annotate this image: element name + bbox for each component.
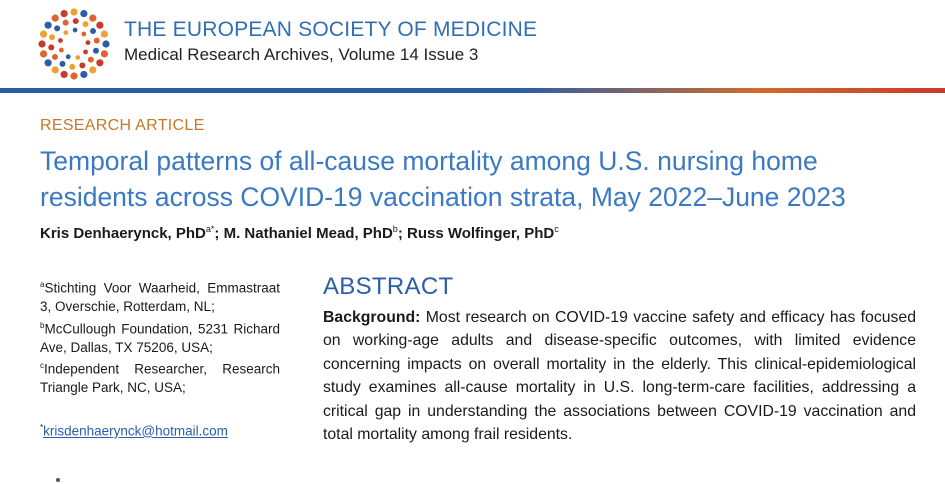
logo-dot <box>90 28 96 34</box>
logo-dot <box>38 40 45 47</box>
logo-dot <box>80 71 87 78</box>
background-label: Background: <box>323 309 421 326</box>
logo-dot <box>52 66 59 73</box>
article-title: Temporal patterns of all-cause mortality among U.S. nursing home residents across COVID-19 vaccination strata, May 2022–June 2023 <box>40 146 846 212</box>
email-link[interactable]: krisdenhaerynck@hotmail.com <box>43 423 228 439</box>
logo-dot <box>81 32 86 37</box>
logo-dot <box>75 55 80 60</box>
logo-dot <box>45 59 52 66</box>
affiliation-item <box>40 276 280 317</box>
author-affiliation-mark: c <box>554 224 559 234</box>
logo-dot <box>83 50 88 55</box>
journal-citation: Medical Research Archives, Volume 14 Issue 3 <box>124 45 479 64</box>
affiliation-text: Stichting Voor Waarheid, Emmastraat 3, Overschie, Rotterdam, NL; <box>40 280 280 315</box>
author-affiliation-mark: a* <box>205 224 215 234</box>
affiliations <box>40 276 280 398</box>
logo-dot <box>89 15 96 22</box>
author-separator: ; <box>214 225 224 242</box>
affiliation-text: Independent Researcher, Research Triangle Park, NC, USA; <box>40 361 280 396</box>
logo-dot <box>101 50 108 57</box>
logo-dot <box>73 18 79 24</box>
logo-dot <box>102 40 109 47</box>
abstract-heading: ABSTRACT <box>323 273 454 300</box>
logo-dot <box>59 48 64 53</box>
logo-dot <box>52 15 59 22</box>
article-type: RESEARCH ARTICLE <box>40 117 205 134</box>
author-name: Kris Denhaerynck, PhD <box>40 225 206 242</box>
logo-dot <box>96 59 103 66</box>
logo-dot <box>69 64 75 70</box>
logo-dot <box>49 34 55 40</box>
affiliation-mark: b <box>40 320 45 330</box>
logo-dot <box>48 44 54 50</box>
logo-dot <box>101 31 108 38</box>
correspondence <box>40 423 228 439</box>
logo-dot <box>40 50 47 57</box>
logo-dot <box>86 40 91 45</box>
logo-dot <box>79 62 85 68</box>
logo-dot <box>63 20 69 26</box>
logo-dot <box>88 57 94 63</box>
logo-dot <box>40 31 47 38</box>
logo-dot <box>80 10 87 17</box>
logo-dot <box>66 54 71 59</box>
logo-dot <box>83 21 89 27</box>
affiliation-item <box>40 357 280 398</box>
logo-dot <box>61 71 68 78</box>
affiliation-item <box>40 317 280 358</box>
society-logo-icon <box>36 6 112 82</box>
footnote-dot <box>56 478 60 482</box>
logo-dot <box>96 22 103 29</box>
affiliation-text: McCullough Foundation, 5231 Richard Ave, Dallas, TX 75206, USA; <box>40 321 280 355</box>
logo-dot <box>70 8 77 15</box>
affiliation-mark: c <box>40 361 44 371</box>
header-divider <box>0 88 945 93</box>
logo-dot <box>94 38 100 44</box>
logo-dot <box>52 54 58 60</box>
logo-dot <box>93 48 99 54</box>
society-name: THE EUROPEAN SOCIETY OF MEDICINE <box>124 18 538 41</box>
author-name: Russ Wolfinger, PhD <box>406 225 555 242</box>
logo-dot <box>61 10 68 17</box>
author-affiliation-mark: b <box>392 224 398 234</box>
correspondence-mark: * <box>40 423 44 432</box>
logo-dot <box>54 25 60 31</box>
affiliation-mark: a <box>40 280 45 289</box>
background-text: Most research on COVID-19 vaccine safety and efficacy has focused on working-age adults and disease-specific outcomes, with limited evidence concerning impacts on overall mortality in the elderly. This clinical-epidemiological study examines all-cause mortality in U.S. long-term-care facilities, addressing a critical gap in understanding the associations between COVID-19 vaccination and total mortality among frail residents. <box>323 309 916 444</box>
author-name: M. Nathaniel Mead, PhD <box>223 225 393 242</box>
logo-dot <box>89 66 96 73</box>
author-list <box>40 224 559 242</box>
logo-dot <box>45 22 52 29</box>
abstract-background <box>323 306 916 446</box>
logo-dot <box>58 38 63 43</box>
logo-dot <box>73 28 78 33</box>
logo-dot <box>63 30 68 35</box>
author-separator: ; <box>397 225 407 242</box>
logo-dot <box>70 72 77 79</box>
logo-dot <box>59 61 65 67</box>
